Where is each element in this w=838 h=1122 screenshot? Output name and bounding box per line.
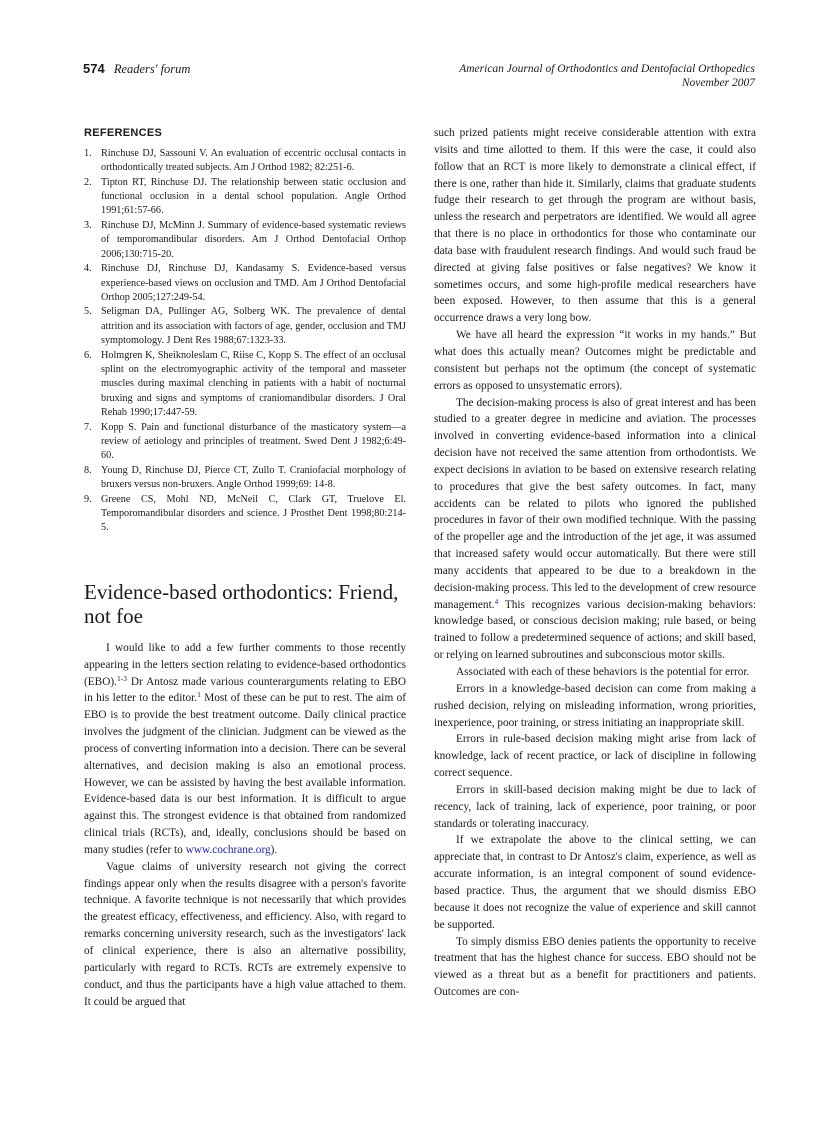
reference-number: 5. (84, 306, 92, 318)
reference-number: 1. (84, 147, 92, 159)
paragraph: Errors in skill-based decision making might be due to lack of recency, lack of training, lack of experience, poor training, or poor standards or tolerating inaccuracy. (434, 783, 756, 830)
running-header-left (83, 61, 190, 77)
paragraph (84, 640, 406, 859)
issue-date: November 2007 (681, 77, 755, 89)
reference-item (84, 305, 406, 348)
reference-item (84, 262, 406, 305)
text-run: The decision-making process is also of great interest and has been studied to a greater degree in medicine and aviation. The processes involved in converting evidence-based information into a clinical decision have not received the same attention from orthodontists. We expect decisions in aviation to be based on extensive research relating to procedures that give the best safety outcomes. In fact, many accidents can be related to pilots who ignored the published procedures in favor of their own modified technique. With the passing of the propeller age and the introduction of the jet age, it was assumed that increased safety would occur automatically. But there were still many accidents that appeared to be due to a breakdown in the decision-making process. This led to the development of crew resource management. (434, 396, 756, 611)
article-title: Evidence-based orthodontics: Friend, not foe (84, 579, 399, 628)
reference-text: Greene CS, Mohl ND, McNeil C, Clark GT, Truelove El. Temporomandibular disorders and science. J Prosthet Dent 1998;80:214-5. (101, 493, 406, 534)
citation-superscript[interactable]: 1 (197, 690, 201, 700)
reference-text: Tipton RT, Rinchuse DJ. The relationship between static occlusion and functional occlusion in a dental school population. Angle Orthod 1991;61:57-66. (101, 176, 406, 217)
paragraph (434, 395, 756, 665)
reference-number: 2. (84, 176, 92, 188)
reference-item (84, 493, 406, 536)
reference-item (84, 219, 406, 262)
section-name: Readers' forum (113, 62, 191, 76)
paragraph: We have all heard the expression “it works in my hands.” But what does this actually mean? Outcomes might be predictable and consistent but perhaps not the optimum (the concept of systematic errors as opposed to unsystematic errors). (434, 329, 756, 392)
reference-text: Kopp S. Pain and functional disturbance of the masticatory system—a review of aetiology and principles of treatment. Swed Dent J 1982;6:49-60. (101, 421, 406, 462)
reference-text: Holmgren K, Sheiknoleslam C, Riise C, Kopp S. The effect of an occlusal splint on the electromyographic activity of the temporal and masseter muscles during maximal clenching in patients with a habit of nocturnal bruxing and signs and symptoms of craniomandibular disorders. J Oral Rehab 1990;17:447-59. (101, 349, 406, 419)
text-run: ). (270, 843, 278, 856)
paragraph: Vague claims of university research not giving the correct findings appear only when the results disagree with a person's favorite technique. A favorite technique is not necessarily that which provides the greatest efficacy, effectiveness, and efficiency. Also, with regard to remarks concerning university research, such as the investigators' lack of clinical experience, there is also an alternative possibility, particularly with regard to RCTs. RCTs are extremely expensive to conduct, and thus the participants have a high value attached to them. It could be argued that (84, 860, 406, 1008)
reference-text: Rinchuse DJ, Rinchuse DJ, Kandasamy S. Evidence-based versus experience-based views on occlusion and TMD. Am J Orthod Dentofacial Orthop 2005;127:249-54. (101, 263, 406, 303)
cochrane-link[interactable]: www.cochrane.org (185, 843, 271, 856)
reference-item (84, 349, 406, 421)
references-list (84, 147, 406, 536)
reference-number: 6. (84, 349, 92, 361)
running-header-right (459, 62, 755, 90)
paragraph: Errors in rule-based decision making might arise from lack of knowledge, lack of recent practice, or lack of discipline in following correct sequence. (434, 733, 756, 780)
reference-item (84, 421, 406, 464)
paragraph: Associated with each of these behaviors is the potential for error. (456, 666, 750, 678)
reference-number: 7. (84, 421, 92, 433)
citation-superscript[interactable]: 1-3 (116, 673, 127, 683)
reference-text: Seligman DA, Pullinger AG, Solberg WK. The prevalence of dental attrition and its association with factors of age, gender, occlusion and TMJ symptomology. J Dent Res 1988;67:1323-33. (101, 306, 406, 347)
reference-number: 8. (84, 464, 92, 476)
right-column (434, 125, 756, 1001)
page-number: 574 (83, 61, 105, 76)
reference-text: Rinchuse DJ, Sassouni V. An evaluation of eccentric occlusal contacts in orthodontically treated subjects. Am J Orthod 1982; 82:251-6. (101, 147, 406, 174)
reference-item (84, 176, 406, 219)
citation-superscript[interactable]: 4 (494, 596, 499, 606)
references-heading: REFERENCES (84, 127, 163, 139)
left-column (84, 125, 406, 1010)
text-run: Most of these can be put to rest. The aim of EBO is to provide the best treatment outcome. Daily clinical practice involves the judgment of the clinician. Judgment can be viewed as the process of converting information into a decision. There can be several alternatives, and decision making is also an emotional process. However, we can be assisted by having the best available information. Evidence-based data is our best information. It is difficult to argue against this. The strongest evidence is that obtained from randomized clinical trials (RCTs), and, ideally, conclusions should be based on many studies (refer to (84, 692, 406, 856)
paragraph: To simply dismiss EBO denies patients the opportunity to receive treatment that has the highest chance for success. EBO should not be viewed as a threat but as a benefit for practitioners and patients. Outcomes are con- (434, 935, 756, 999)
journal-name: American Journal of Orthodontics and Dentofacial Orthopedics (459, 63, 755, 75)
reference-number: 9. (84, 493, 92, 505)
text-run: This recognizes various decision-making behaviors: knowledge based, or conscious decision making; rule based, or being trained to follow a predetermined sequence of actions; and skill based, or relying on learned subroutines and subconscious motor skills. (434, 598, 756, 662)
reference-item (84, 147, 406, 176)
reference-text: Young D, Rinchuse DJ, Pierce CT, Zullo T. Craniofacial morphology of bruxers versus non-bruxers. Angle Orthod 1999;69: 14-8. (101, 464, 406, 491)
reference-number: 3. (84, 219, 92, 231)
reference-item (84, 464, 406, 493)
text-run: Dr Antosz made various counterarguments relating to EBO in his letter to the editor. (84, 675, 406, 705)
paragraph: such prized patients might receive considerable attention with extra visits and time allotted to them. If this were the case, it could also follow that an RCT is more likely to demonstrate a clinical effect, if there is one, rather than hide it. Similarly, claims that graduate students fudge their research to get through the program are without basis, unless the research and perpetrators are identified. We would all agree that there is no place in orthodontics for those who contaminate our data base with fraudulent research findings. And would such fraud be directed at giving false positives or false negatives? We know it sometimes occurs, and some high-profile medical researchers have been exposed. However, to then assume that this is a general occurrence draws a very long bow. (434, 127, 756, 325)
paragraph: Errors in a knowledge-based decision can come from making a rushed decision, relying on misleading information, wrong priorities, inexperience, poor training, or stress initiating an inappropriate skill. (434, 682, 756, 729)
paragraph: If we extrapolate the above to the clinical setting, we can appreciate that, in contrast to Dr Antosz's claim, experience, as well as accurate information, is an integral component of sound evidence-based practice. Thus, the argument that we should dismiss EBO because it does not recognize the value of experience and skill cannot be supported. (434, 834, 756, 931)
reference-text: Rinchuse DJ, McMinn J. Summary of evidence-based systematic reviews of temporomandibular disorders. Am J Orthod Dentofacial Orthop 2006;130:715-20. (101, 219, 406, 260)
text-run: I would like to add a few further comments to those recently appearing in the letters section relating to evidence-based orthodontics (EBO). (84, 641, 406, 688)
reference-number: 4. (84, 263, 92, 275)
